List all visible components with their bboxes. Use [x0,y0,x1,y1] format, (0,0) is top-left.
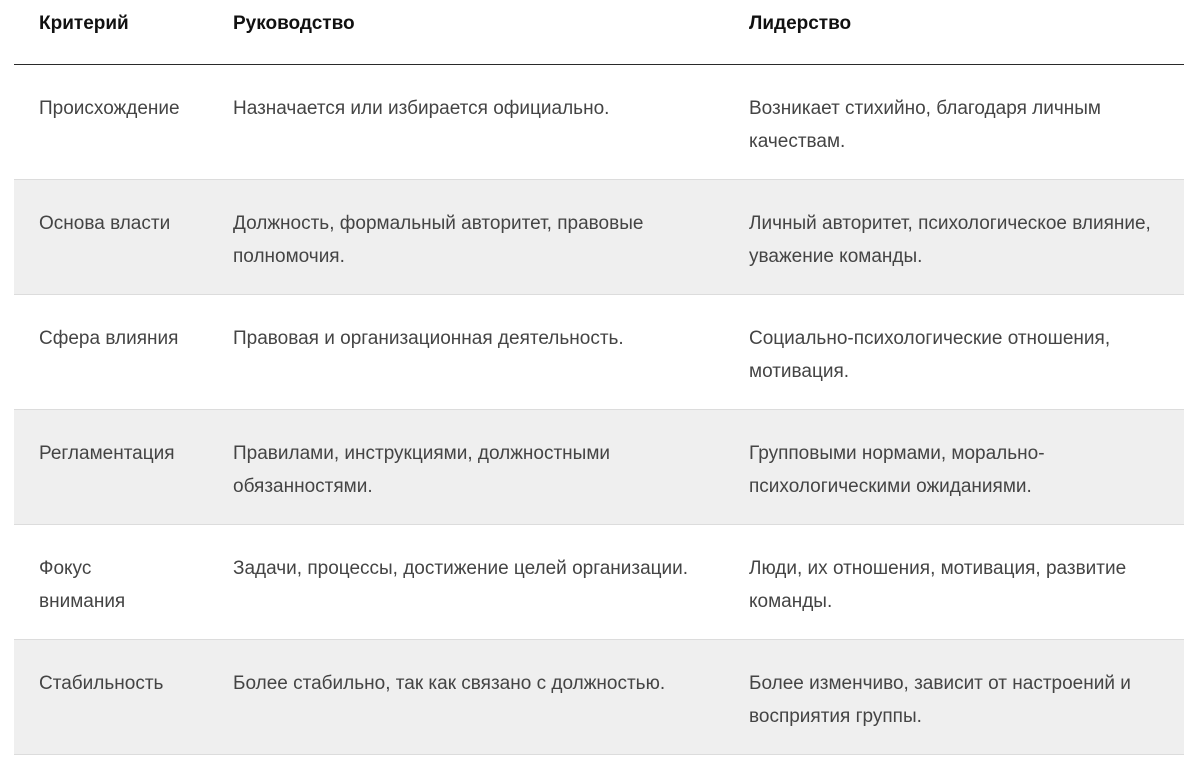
management-cell: Назначается или избирается официально. [233,98,610,119]
table-row [14,410,1184,525]
table-row [14,640,1184,755]
management-cell: Правилами, инструкциями, должностными обязанностями. [233,443,610,497]
comparison-table [14,0,1184,755]
management-cell: Задачи, процессы, достижение целей организации. [233,558,689,579]
criterion-cell: Регламентация [39,443,175,464]
leadership-cell: Социально-психологические отношения, мотивация. [749,328,1111,382]
leadership-cell: Люди, их отношения, мотивация, развитие команды. [749,558,1127,612]
table-row [14,525,1184,640]
leadership-cell: Групповыми нормами, морально-психологическими ожиданиями. [749,443,1045,497]
header-criterion: Критерий [39,13,129,34]
criterion-cell: Фокус внимания [39,558,126,612]
management-cell: Должность, формальный авторитет, правовые полномочия. [233,213,644,267]
header-leadership: Лидерство [749,13,852,34]
table-row [14,295,1184,410]
leadership-cell: Личный авторитет, психологическое влияние, уважение команды. [749,213,1151,267]
criterion-cell: Основа власти [39,213,171,234]
management-cell: Более стабильно, так как связано с должностью. [233,673,666,694]
criterion-cell: Происхождение [39,98,180,119]
leadership-cell: Более изменчиво, зависит от настроений и восприятия группы. [749,673,1131,727]
criterion-cell: Сфера влияния [39,328,179,349]
header-management: Руководство [233,13,355,34]
leadership-cell: Возникает стихийно, благодаря личным качествам. [749,98,1101,152]
table-row [14,65,1184,180]
criterion-cell: Стабильность [39,673,164,694]
table-header [14,0,1184,65]
management-cell: Правовая и организационная деятельность. [233,328,624,349]
table-row [14,180,1184,295]
